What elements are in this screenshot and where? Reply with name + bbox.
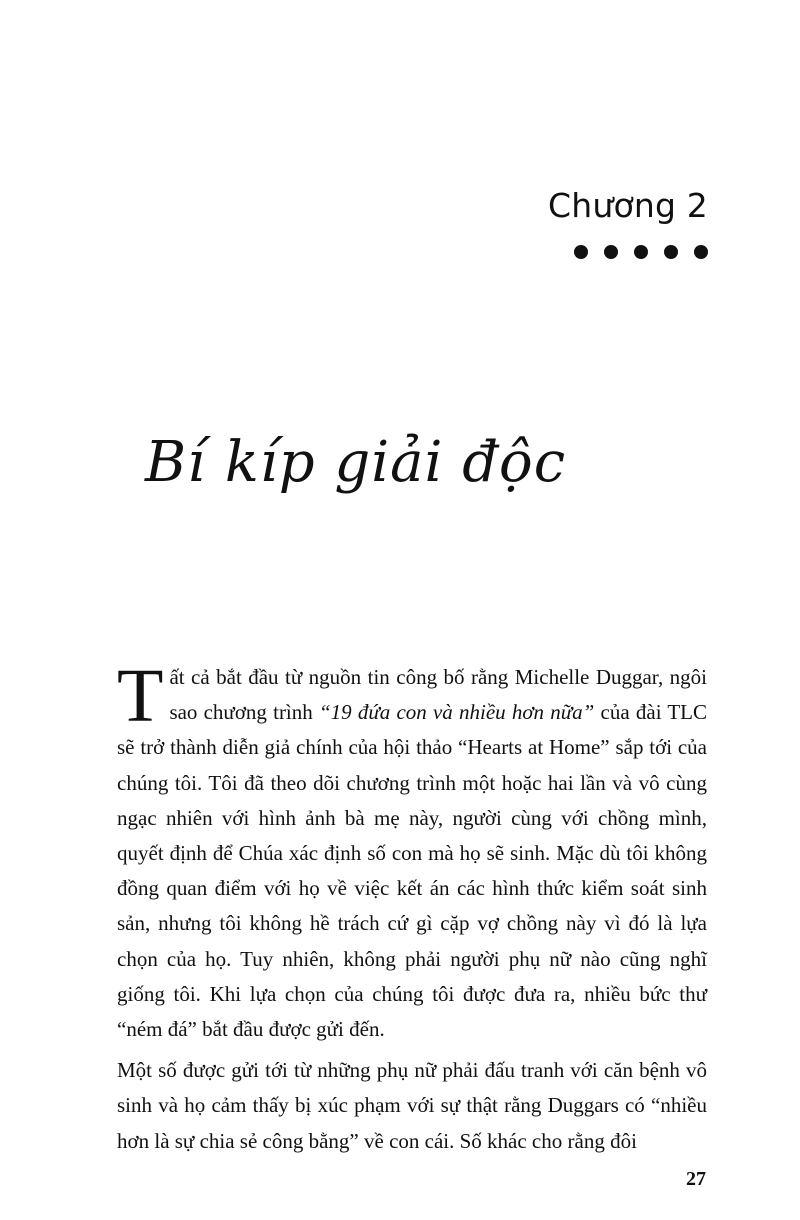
ornament-dot — [694, 245, 708, 259]
paragraph-1 — [117, 654, 707, 1047]
ornament-dot — [574, 245, 588, 259]
ornament-dot — [604, 245, 618, 259]
body-text — [117, 654, 707, 1159]
paragraph-2: Một số được gửi tới từ những phụ nữ phải đấu tranh với căn bệnh vô sinh và họ cảm thấy bị xúc phạm với sự thật rằng Duggars có “nhiều hơn là sự chia sẻ công bằng” về con cái. Số khác cho rằng đôi — [117, 1058, 707, 1153]
show-title: “19 đứa con và nhiều hơn nữa” — [318, 700, 595, 725]
ornament-dot — [664, 245, 678, 259]
paragraph-1-part-b: của đài TLC sẽ trở thành diễn giả chính của hội thảo “Hearts at Home” sắp tới của chúng tôi. Tôi đã theo dõi chương trình một hoặc hai lần và vô cùng ngạc nhiên với hình ảnh bà mẹ này, người cùng với chồng mình, quyết định để Chúa xác định số con mà họ sẽ sinh. Mặc dù tôi không đồng quan điểm với họ về việc kết án các hình thức kiểm soát sinh sản, nhưng tôi không hề trách cứ gì cặp vợ chồng này vì đó là lựa chọn của họ. Tuy nhiên, không phải người phụ nữ nào cũng nghĩ giống tôi. Khi lựa chọn của chúng tôi được đưa ra, nhiều bức thư “ném đá” bắt đầu được gửi đến. — [117, 700, 707, 1042]
chapter-ornament — [574, 245, 708, 259]
chapter-title: Bí kíp giải độc — [145, 430, 567, 495]
ornament-dot — [634, 245, 648, 259]
paragraph-1-part-a: ất cả bắt đầu từ nguồn tin công bố rằng Michelle Duggar, ngôi sao chương trình — [169, 665, 707, 725]
page-number: 27 — [686, 1168, 706, 1190]
chapter-label: Chương 2 — [547, 186, 708, 225]
drop-cap: T — [117, 654, 164, 738]
